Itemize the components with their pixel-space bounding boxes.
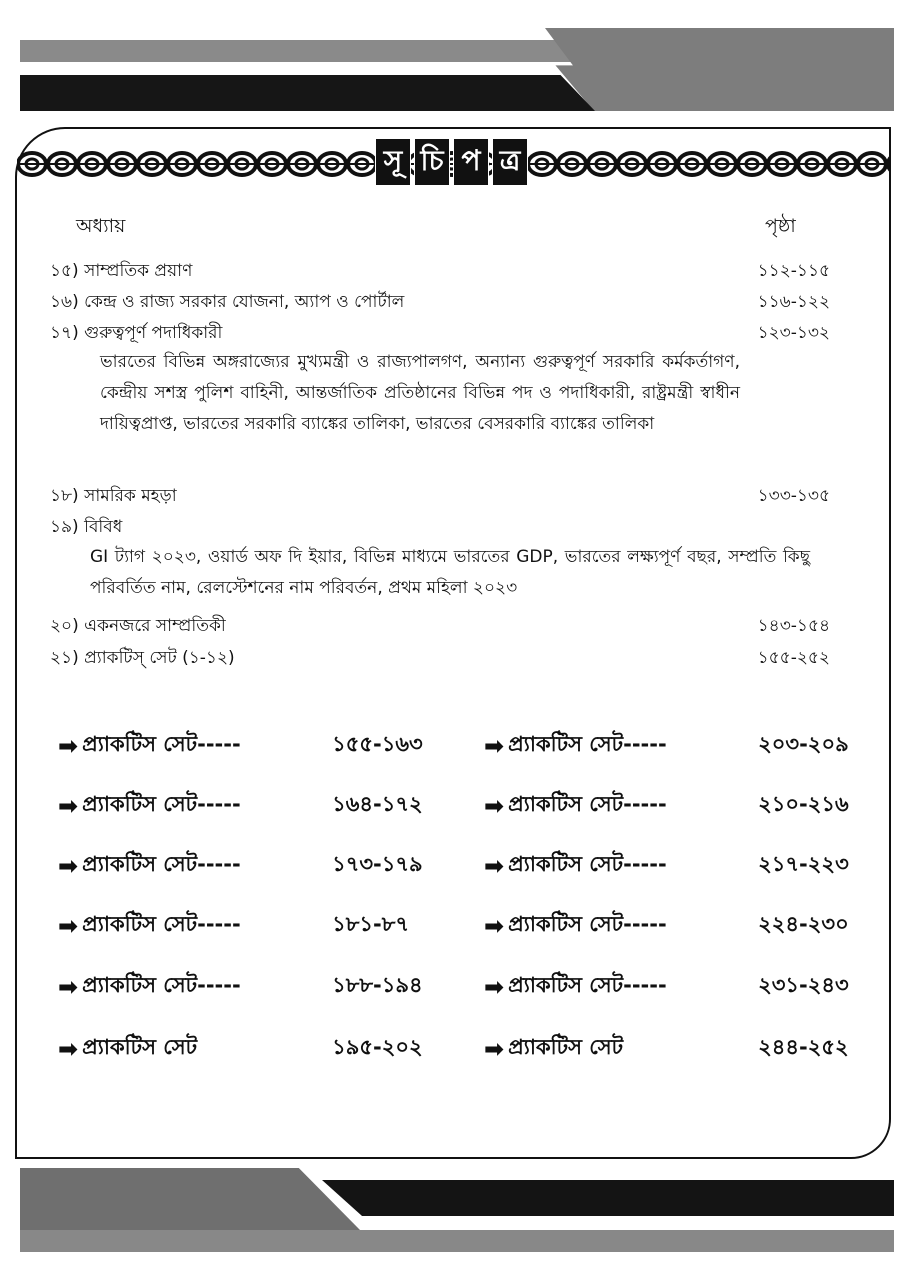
arrow-right-icon: ➡ [484,791,505,820]
chapter-pages: ১৩৩-১৩৫ [757,486,830,506]
chapter-label: ১৬) কেন্দ্র ও রাজ্য সরকার যোজনা, অ্যাপ ও পোর্টাল [50,292,405,312]
practice-set-entry [484,788,849,823]
practice-set-pages: ২১৭-২২৩ [758,852,849,876]
practice-set-label: প্র্যাকটিস সেট----- [82,852,241,876]
chapter-pages: ১১৬-১২২ [757,292,830,312]
practice-set-pages: ১৭৩-১৭৯ [332,852,423,876]
page-header: পৃষ্ঠা [765,215,796,237]
toc-row [50,613,830,641]
arrow-right-icon: ➡ [484,1034,505,1063]
title-letter: প [453,138,489,186]
practice-set-pages: ১৯৫-২০২ [332,1035,423,1059]
practice-set-pages: ২২৪-২৩০ [758,912,849,936]
toc-row [50,645,830,673]
arrow-right-icon: ➡ [484,911,505,940]
arrow-right-icon: ➡ [58,1034,79,1063]
practice-set-entry [484,908,849,943]
practice-set-label: প্র্যাকটিস সেট [82,1035,198,1059]
practice-set-entry [484,969,849,1004]
practice-set-label: প্র্যাকটিস সেট----- [82,792,241,816]
practice-set-entry [58,728,423,763]
chapter-pages: ১৫৫-২৫২ [757,648,830,668]
practice-set-entry [484,848,849,883]
chapter-description: ভারতের বিভিন্ন অঙ্গরাজ্যের মুখ্যমন্ত্রী ও রাজ্যপালগণ, অন্যান্য গুরুত্বপূর্ণ সরকারি কর্মকর্তাগণ, কেন্দ্রীয় সশস্ত্র পুলিশ বাহিনী, আন্তর্জাতিক প্রতিষ্ঠানের বিভিন্ন পদ ও পদাধিকারী, রাষ্ট্রমন্ত্রী স্বাধীন দায়িত্বপ্রাপ্ত, ভারতের সরকারি ব্যাঙ্কের তালিকা, ভারতের বেসরকারি ব্যাঙ্কের তালিকা [100,352,740,434]
chapter-pages: ১৪৩-১৫৪ [757,616,830,636]
decorative-bar [20,40,580,62]
practice-set-label: প্র্যাকটিস সেট----- [508,912,667,936]
title-letter: চি [414,138,450,186]
arrow-right-icon: ➡ [484,731,505,760]
title-letter: সূ [375,138,411,186]
decorative-bar [20,1230,894,1252]
arrow-right-icon: ➡ [58,911,79,940]
chapter-label: ২০) একনজরে সাম্প্রতিকী [50,616,226,636]
practice-set-pages: ১৫৫-১৬৩ [332,732,423,756]
practice-set-entry [58,908,409,943]
arrow-right-icon: ➡ [58,731,79,760]
practice-set-pages: ১৬৪-১৭২ [332,792,423,816]
decorative-bar [20,1168,360,1230]
practice-set-entry [58,1031,423,1066]
practice-set-pages: ২১০-২১৬ [758,792,849,816]
arrow-right-icon: ➡ [484,972,505,1001]
decorative-bar [545,28,894,111]
chapter-label: ১৯) বিবিধ [50,517,123,537]
practice-set-entry [58,969,423,1004]
chapter-pages: ১২৩-১৩২ [757,323,830,343]
practice-set-entry [58,788,423,823]
decorative-bar [322,1180,894,1216]
chapter-label: ১৭) গুরুত্বপূর্ণ পদাধিকারী [50,323,223,343]
chapter-label: ১৮) সামরিক মহড়া [50,486,177,506]
practice-set-pages: ২০৩-২০৯ [758,732,849,756]
toc-row [50,514,830,542]
practice-set-label: প্র্যাকটিস সেট----- [508,732,667,756]
chapter-header: অধ্যায় [76,215,126,237]
arrow-right-icon: ➡ [58,972,79,1001]
toc-row [50,289,830,317]
chapter-label: ২১) প্র্যাকটিস্ সেট (১-১২) [50,648,235,668]
arrow-right-icon: ➡ [58,851,79,880]
decorative-bar [20,75,595,111]
practice-set-label: প্র্যাকটিস সেট----- [82,912,241,936]
practice-set-pages: ২৩১-২৪৩ [758,973,849,997]
practice-set-label: প্র্যাকটিস সেট----- [508,792,667,816]
chapter-pages: ১১২-১১৫ [757,261,830,281]
chapter-description: GI ট্যাগ ২০২৩, ওয়ার্ড অফ দি ইয়ার, বিভিন্ন মাধ্যমে ভারতের GDP, ভারতের লক্ষ্যপূর্ণ বছর, সম্প্রতি কিছু পরিবর্তিত নাম, রেলস্টেশনের নাম পরিবর্তন, প্রথম মহিলা ২০২৩ [90,547,810,598]
practice-set-label: প্র্যাকটিস সেট----- [82,732,241,756]
practice-set-pages: ১৮১-৮৭ [332,912,409,936]
practice-set-label: প্র্যাকটিস সেট [508,1035,624,1059]
arrow-right-icon: ➡ [58,791,79,820]
toc-row [50,483,830,511]
toc-row [50,320,830,348]
toc-row [50,258,830,286]
title-letter: ত্র [492,138,528,186]
practice-set-pages: ১৮৮-১৯৪ [332,973,423,997]
arrow-right-icon: ➡ [484,851,505,880]
practice-set-pages: ২৪৪-২৫২ [758,1035,849,1059]
page-title [375,138,528,186]
practice-set-label: প্র্যাকটিস সেট----- [508,852,667,876]
practice-set-entry [484,728,849,763]
practice-set-label: প্র্যাকটিস সেট----- [508,973,667,997]
chapter-label: ১৫) সাম্প্রতিক প্রয়াণ [50,261,193,281]
practice-set-entry [58,848,423,883]
practice-set-entry [484,1031,849,1066]
practice-set-label: প্র্যাকটিস সেট----- [82,973,241,997]
